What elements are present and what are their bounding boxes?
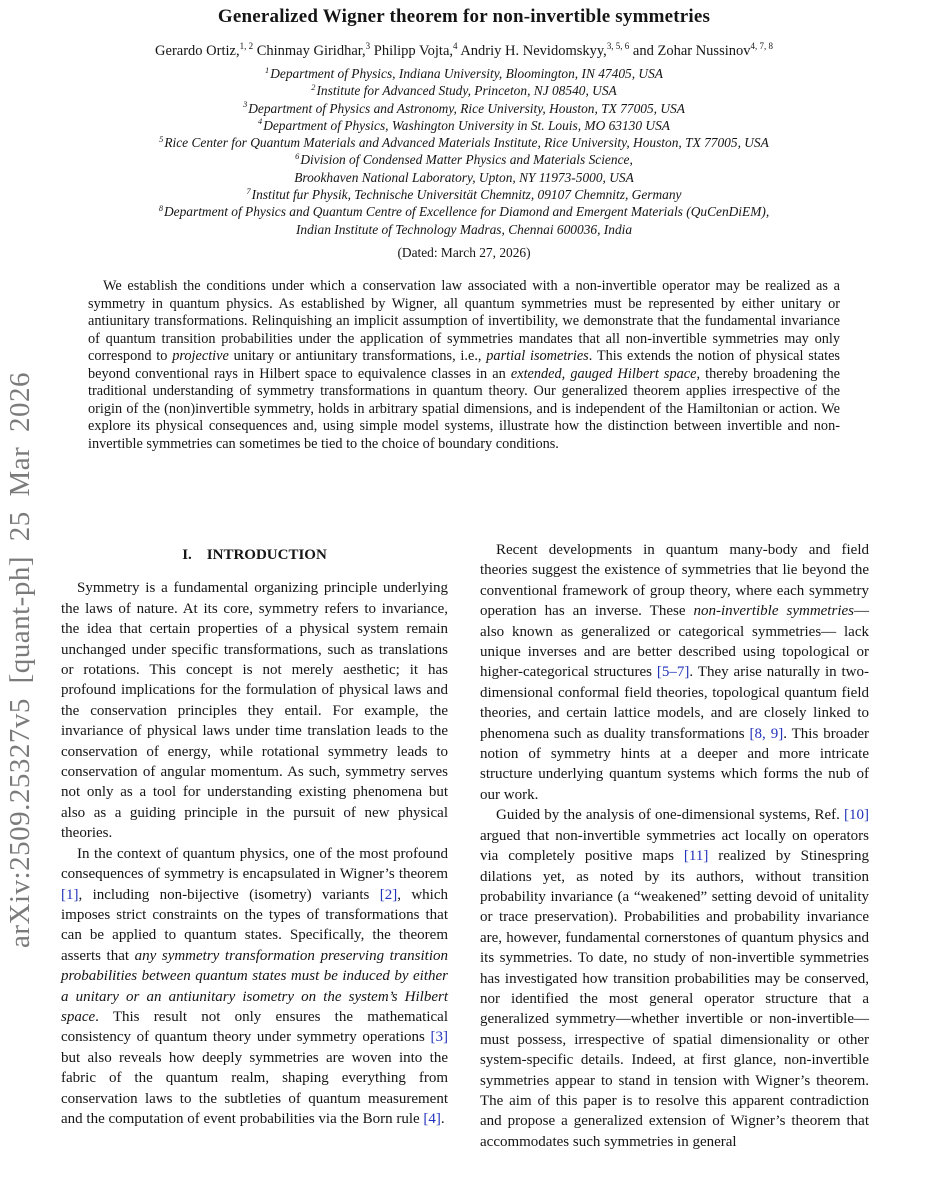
text-run: In the context of quantum physics, one of the most profound consequences of symmetry is encapsulated in Wigner’s theorem — [61, 845, 448, 883]
abstract — [88, 278, 840, 453]
affiliation-line: $^2$Institute for Advanced Study, Princeton, NJ 08540, USA — [311, 82, 617, 99]
affiliation-number: 2 — [311, 82, 316, 92]
text-run: but also reveals how deeply symmetries are woven into the fabric of the quantum realm, shaping everything from conservation laws to the subtleties of quantum measurement and the computation of event probabilities via the Born rule — [61, 1049, 448, 1127]
section-number: I. — [182, 547, 192, 563]
emphasis-text: extended, gauged Hilbert space — [510, 365, 697, 382]
affiliation-number: 5 — [159, 134, 164, 144]
citation-link[interactable]: [1] — [61, 886, 79, 903]
left-column — [61, 540, 448, 1129]
text-run: Recent developments in quantum many-body and field theories suggest the existence of symmetries that lie beyond the conventional framework of group theory, where each symmetry operation has an inverse. These — [480, 542, 869, 620]
paper-header — [58, 6, 870, 261]
affiliation-line: Brookhaven National Laboratory, Upton, NY 11973-5000, USA — [294, 169, 634, 185]
superscript: 3 — [365, 41, 371, 52]
superscript: 4, 7, 8 — [750, 41, 773, 52]
text-run: Chinmay Giridhar, — [253, 43, 366, 59]
citation-link[interactable]: [8, 9] — [749, 725, 784, 742]
text-run: — also known as generalized or categorical symmetries— lack unique inverses and are better described using topological or higher-categorical structures — [480, 603, 869, 681]
section-title: INTRODUCTION — [206, 547, 327, 563]
affiliation-number: 4 — [258, 117, 263, 127]
text-run: , including non-bijective (isometry) variants — [78, 886, 380, 903]
affiliation-line: $^1$Department of Physics, Indiana University, Bloomington, IN 47405, USA — [265, 65, 663, 81]
text-run: We establish the conditions under which a conservation law associated with a non-invertible operator may be realized as a symmetry in quantum physics. As established by Wigner, all quantum symmetries must be represented by either unitary or antiunitary transformations. Relinquishing an implicit assumption of invertibility, we demonstrate that the fundamental invariance of quantum transition probabilities under the application of symmetries mandates that all non-invertible symmetries may only correspond to — [88, 278, 840, 364]
paragraph — [480, 540, 869, 805]
emphasis-text: any symmetry transformation preserving transition probabilities between quantum states must be induced by either a unitary or an antiunitary isometry on the system’s Hilbert space — [61, 947, 448, 1025]
affiliation-number: 7 — [246, 186, 251, 196]
paragraph — [61, 578, 448, 843]
affiliation-line: $^4$Department of Physics, Washington University in St. Louis, MO 63130 USA — [258, 117, 670, 133]
affiliation-line: $^6$Division of Condensed Matter Physics and Materials Science, — [295, 152, 633, 168]
text-run: . They arise naturally in two-dimensional conformal field theories, topological quantum field theories, and certain lattice models, and are closely linked to phenomena such as duality transformations — [480, 664, 869, 742]
text-run: Philipp Vojta, — [370, 43, 454, 59]
affiliation-line: $^5$Rice Center for Quantum Materials and Advanced Materials Institute, Rice University, Houston, TX 77005, USA — [159, 134, 769, 151]
author-line — [58, 43, 870, 60]
affiliation-number: 1 — [265, 65, 270, 75]
text-run: . This broader notion of symmetry hints at a deeper and more intricate structure underlying quantum systems which forms the nub of our work. — [480, 725, 870, 803]
right-column-paragraphs — [480, 540, 869, 1152]
superscript: 3, 5, 6 — [606, 41, 630, 52]
date-line: (Dated: March 27, 2026) — [397, 244, 531, 260]
text-run: . — [440, 1110, 445, 1127]
citation-link[interactable]: [2] — [379, 886, 398, 903]
text-run: and Zohar Nussinov — [629, 43, 751, 59]
superscript: 1, 2 — [239, 41, 254, 52]
affiliation-number: 3 — [243, 100, 248, 110]
affiliation-line: $^3$Department of Physics and Astronomy, Rice University, Houston, TX 77005, USA — [243, 100, 685, 116]
section-heading — [61, 545, 448, 565]
left-column-paragraphs — [61, 578, 448, 1129]
citation-link[interactable]: [11] — [683, 848, 709, 865]
text-run: , thereby broadening the traditional understanding of symmetry transformations in quantum theory. Our generalized theorem applies irrespective of the origin of the (non)invertible symmetry, holds in arbitrary spatial dimensions, and is independent of the Hamiltonian or action. We explore its physical consequences and, using simple model systems, illustrate how the distinction between invertible and non-invertible symmetries can sometimes be tied to the choice of boundary conditions. — [88, 365, 840, 452]
text-run: unitary or antiunitary transformations, i.e., — [228, 348, 487, 364]
text-run: , which imposes strict constraints on the types of transformations that can be applied to quantum states. Specifically, the theorem asserts that — [61, 886, 448, 964]
citation-link[interactable]: [5–7] — [656, 664, 690, 681]
affiliation-list — [58, 65, 870, 238]
citation-link[interactable]: [3] — [430, 1029, 448, 1046]
affiliation-number: 6 — [295, 152, 300, 162]
superscript: 4 — [453, 41, 458, 52]
paper-title: Generalized Wigner theorem for non-invertible symmetries — [217, 6, 711, 27]
emphasis-text: projective — [172, 348, 229, 364]
affiliation-line: Indian Institute of Technology Madras, Chennai 600036, India — [295, 221, 633, 237]
affiliation-line: $^8$Department of Physics and Quantum Centre of Excellence for Diamond and Emergent Materials (QuCenDiEM), — [158, 203, 770, 220]
text-run: Symmetry is a fundamental organizing principle underlying the laws of nature. At its core, symmetry refers to invariance, the idea that certain properties of a physical system remain unchanged under specific transformations, such as translations or rotations. This concept is not merely aesthetic; it has profound implications for the formulation of physical laws and the conservation principles they entail. For example, the invariance of physical laws under time translation leads to the conservation of energy, while rotational symmetry leads to conservation of angular momentum. As such, symmetry serves not only as a tool for understanding existing phenomena but also as a guiding principle in the pursuit of new physical theories. — [61, 580, 448, 842]
right-column — [480, 540, 869, 1152]
text-run: . This result not only ensures the mathematical consistency of quantum theory under symmetry operations — [61, 1008, 448, 1046]
emphasis-text: non-invertible symmetries — [693, 603, 854, 620]
arxiv-watermark: arXiv:2509.25327v5 [quant-ph] 25 Mar 2026 — [4, 371, 36, 948]
text-run: Gerardo Ortiz, — [155, 43, 240, 59]
text-run: realized by Stinespring dilations yet, as noted by its authors, without transition probability invariance (a “weakened” setting devoid of unitality or trace preservation). Probabilities and probability invariance are, however, fundamental cornerstones of quantum physics and its symmetries. To date, no study of non-invertible symmetries has investigated how transition probabilities may be conserved, nor identified the most general operator structure that a generalized symmetry—whether invertible or non-invertible—must possess, irrespective of spatial dimensionality or other system-specific details. Indeed, at first glance, non-invertible symmetries appear to stand in tension with Wigner’s theorem. The aim of this paper is to resolve this apparent contradiction and propose a generalized extension of Wigner’s theorem that accommodates such symmetries in general — [480, 848, 869, 1150]
text-run: Guided by the analysis of one-dimensional systems, Ref. — [496, 807, 844, 824]
paragraph — [61, 844, 448, 1130]
affiliation-line: $^7$Institut fur Physik, Technische Universität Chemnitz, 09107 Chemnitz, Germany — [246, 186, 682, 203]
emphasis-text: partial isometries — [486, 348, 589, 364]
text-run: argued that non-invertible symmetries act locally on operators via completely positive maps — [480, 827, 869, 865]
text-run: . This extends the notion of physical states beyond conventional rays in Hilbert space to equivalence classes in an — [88, 348, 840, 382]
citation-link[interactable]: [10] — [844, 807, 869, 824]
affiliation-number: 8 — [158, 203, 163, 213]
paragraph — [480, 805, 869, 1152]
text-run: Andriy H. Nevidomskyy, — [457, 43, 607, 59]
citation-link[interactable]: [4] — [423, 1110, 441, 1127]
